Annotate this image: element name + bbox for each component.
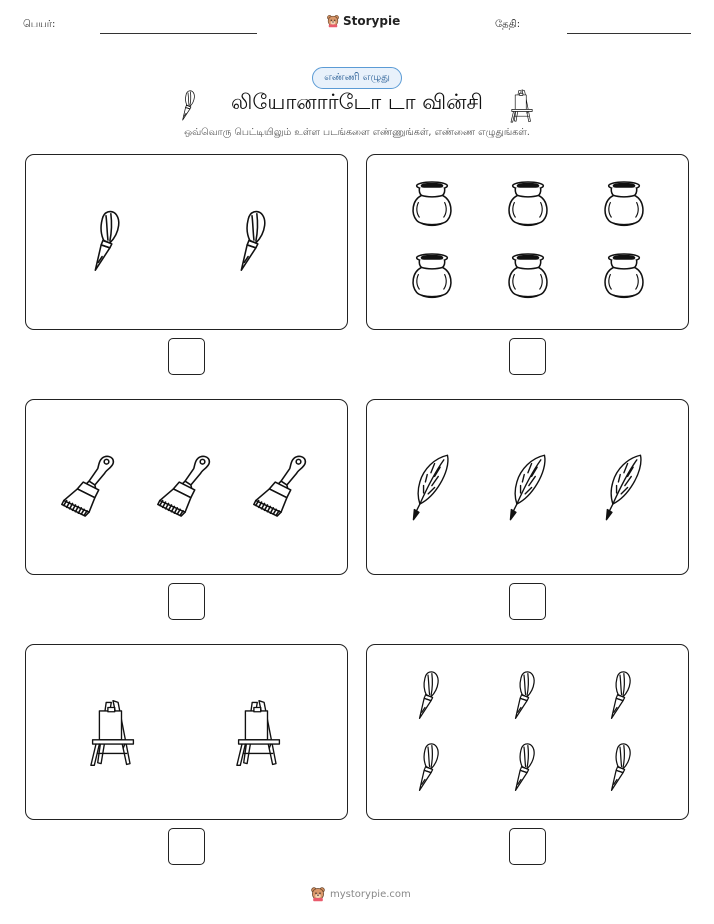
brush-icon [248,452,316,520]
answer-box-4[interactable] [509,583,546,620]
bear-logo-icon [326,13,340,29]
date-label: தேதி: [495,19,521,30]
count-panel-4 [366,399,689,575]
date-field-line[interactable] [567,33,691,34]
pen-nib-icon [508,669,540,723]
easel-icon [508,89,536,123]
pen-nib-icon [604,741,636,795]
footer [310,885,411,903]
quill-icon [600,452,646,522]
pen-nib-icon [412,741,444,795]
quill-icon [504,452,550,522]
pot-icon [504,181,552,229]
pot-icon [408,181,456,229]
easel-icon [86,699,140,767]
bear-logo-icon [310,885,326,903]
name-label: பெயர்: [23,19,56,30]
name-field-line[interactable] [100,33,257,34]
brush-icon [56,452,124,520]
pot-icon [600,181,648,229]
page-title: லியோனார்டோ டா வின்சி [231,90,483,114]
footer-url[interactable]: mystorypie.com [330,888,411,900]
pot-icon [600,253,648,301]
logo-text: Storypie [343,14,401,28]
pen-nib-icon [604,669,636,723]
pen-nib-icon [508,741,540,795]
count-panel-5 [25,644,348,820]
quill-icon [407,452,453,522]
pen-nib-icon [232,208,272,276]
count-panel-3 [25,399,348,575]
pen-nib-icon [412,669,444,723]
answer-box-2[interactable] [509,338,546,375]
pot-icon [504,253,552,301]
pot-icon [408,253,456,301]
pen-nib-icon [86,208,126,276]
count-panel-1 [25,154,348,330]
storypie-logo [326,13,400,29]
answer-box-6[interactable] [509,828,546,865]
answer-box-1[interactable] [168,338,205,375]
count-panel-6 [366,644,689,820]
easel-icon [232,699,286,767]
activity-tag: எண்ணி எழுது [312,67,402,89]
brush-icon [152,452,220,520]
instructions: ஒவ்வொரு பெட்டியிலும் உள்ள படங்களை எண்ணுங்கள், எண்ணை எழுதுங்கள். [184,127,530,138]
answer-box-5[interactable] [168,828,205,865]
answer-box-3[interactable] [168,583,205,620]
count-panel-2 [366,154,689,330]
